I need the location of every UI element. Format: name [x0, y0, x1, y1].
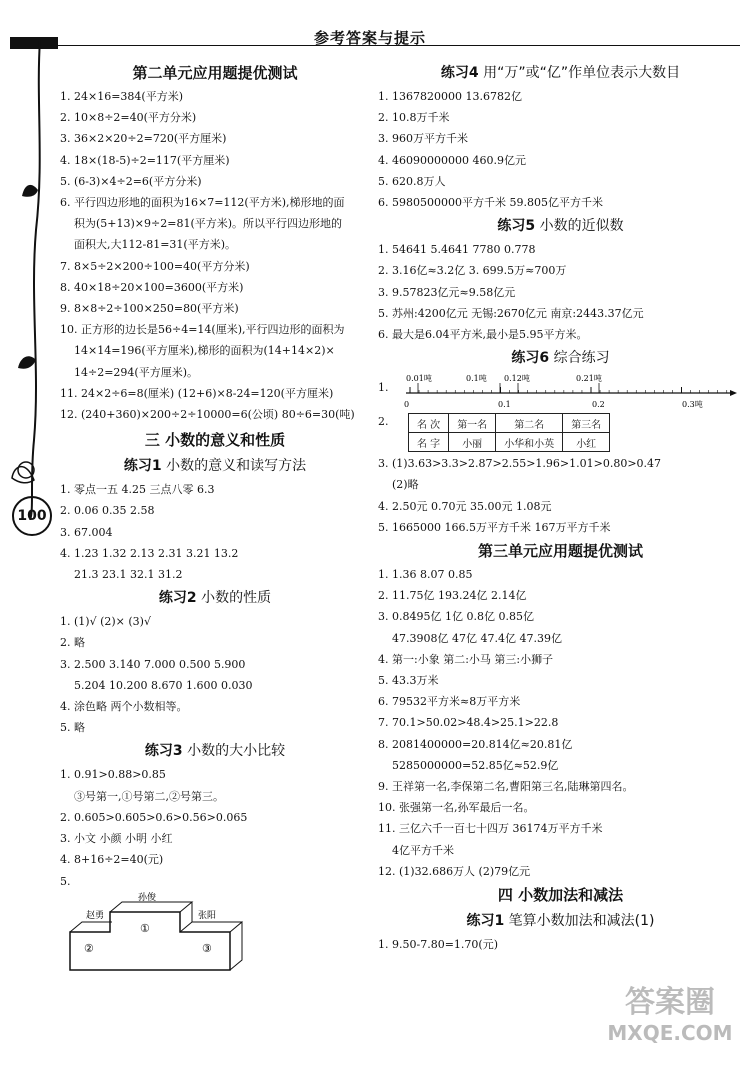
answer-line: 5. 1665000 166.5万平方千米 167万平方千米	[378, 520, 611, 534]
answer-line: 6. 最大是6.04平方米,最小是5.95平方米。	[378, 328, 588, 342]
page-number: 100	[12, 496, 52, 536]
ch4-ex1-heading	[378, 908, 743, 934]
ex5-heading	[378, 213, 743, 239]
unit3-answers	[378, 564, 743, 882]
answer-line: 2. 0.605>0.605>0.6>0.56>0.065	[60, 810, 248, 824]
ex1-title: 小数的意义和读写方法	[166, 458, 307, 475]
nl-top-0.21: 0.21吨	[576, 374, 602, 384]
answer-line: 4. 涂色略 两个小数相等。	[60, 700, 188, 714]
answer-line: 8. 40×18÷20×100=3600(平方米)	[60, 280, 244, 294]
podium-name-sunjun: 孙俊	[138, 892, 157, 903]
answer-line: 2. 3.16亿≈3.2亿 3. 699.5万≈700万	[378, 264, 567, 278]
table-cell: 小丽	[449, 433, 496, 452]
ex6-q2-label: 2.	[378, 415, 389, 429]
answer-line: 7. 70.1>50.02>48.4>25.1>22.8	[378, 716, 559, 730]
table-cell: 名 字	[409, 433, 449, 452]
nl-bottom-0.1: 0.1	[498, 400, 511, 410]
answer-line: 10. 张强第一名,孙军最后一名。	[378, 801, 535, 815]
number-line-block	[378, 371, 743, 411]
table-cell: 小红	[563, 433, 610, 452]
answer-line: 1. (1)√ (2)× (3)√	[60, 615, 151, 629]
nl-top-0.01: 0.01吨	[406, 374, 432, 384]
ex6-q1-label: 1.	[378, 381, 389, 395]
answer-line: 5.	[60, 874, 71, 888]
answer-line: 4. 1.23 1.32 2.13 2.31 3.21 13.2	[60, 546, 239, 560]
answer-line: (2)略	[392, 478, 419, 492]
chapter4-title: 四 小数加法和减法	[497, 886, 624, 905]
right-column	[378, 60, 743, 955]
page-header-title: 参考答案与提示	[313, 29, 426, 47]
ex2-prefix: 练习2	[158, 590, 197, 607]
watermark	[600, 985, 740, 1045]
unit2-title: 第二单元应用题提优测试	[132, 64, 298, 82]
answer-line: 5. (6-3)×4÷2=6(平方分米)	[60, 174, 202, 188]
ex2-title: 小数的性质	[201, 590, 272, 607]
answer-line: 1. 零点一五 4.25 三点八零 6.3	[60, 483, 215, 497]
ex4-heading	[378, 60, 743, 86]
nl-bottom-0.3: 0.3吨	[682, 400, 703, 410]
answer-line: 2. 0.06 0.35 2.58	[60, 504, 155, 518]
answer-line: 4. 46090000000 460.9亿元	[378, 153, 526, 167]
chapter3-title: 三 小数的意义和性质	[144, 431, 286, 450]
answer-line: 3. 2.500 3.140 7.000 0.500 5.900	[60, 657, 246, 671]
podium-mark-2: ②	[84, 941, 94, 955]
rank-table-block	[378, 411, 743, 453]
answer-line: 4. 8+16÷2=40(元)	[60, 853, 164, 867]
ex2-heading	[60, 585, 370, 611]
answer-line: 6. 79532平方米≈8万平方米	[378, 695, 521, 709]
table-cell: 第二名	[496, 414, 563, 433]
ex6-prefix: 练习6	[511, 350, 550, 367]
table-row	[409, 433, 610, 452]
answer-line: 14×14=196(平方厘米),梯形的面积为(14+14×2)×	[74, 344, 335, 358]
nl-top-0.12: 0.12吨	[504, 374, 530, 384]
ch4-ex1-prefix: 练习1	[466, 913, 505, 930]
ex4-prefix: 练习4	[440, 65, 479, 81]
answer-line: 47.3908亿 47亿 47.4亿 47.39亿	[392, 631, 562, 645]
answer-line: 10. 正方形的边长是56÷4=14(厘米),平行四边形的面积为	[60, 323, 345, 337]
answer-line: 8. 2081400000=20.814亿≈20.81亿	[378, 737, 573, 751]
podium-name-zhangyang: 张阳	[198, 910, 217, 921]
ex5-answers	[378, 239, 743, 345]
answer-line: 3. 960万平方千米	[378, 132, 468, 146]
nl-bottom-0.2: 0.2	[592, 400, 605, 410]
answer-line: 4. 第一:小象 第二:小马 第三:小狮子	[378, 652, 554, 666]
answer-line: 2. 11.75亿 193.24亿 2.14亿	[378, 589, 527, 603]
answer-line: 1. 9.50-7.80=1.70(元)	[378, 938, 498, 952]
table-row	[409, 414, 610, 433]
answer-line: 1. 1.36 8.07 0.85	[378, 568, 473, 582]
nl-top-0.1: 0.1吨	[466, 374, 487, 384]
answer-line: 12. (1)32.686万人 (2)79亿元	[378, 864, 531, 878]
answer-line: 5.204 10.200 8.670 1.600 0.030	[74, 678, 253, 692]
ex6-answers	[378, 453, 743, 538]
answer-line: 7. 8×5÷2×200÷100=40(平方分米)	[60, 259, 250, 273]
ex4-title: 用“万”或“亿”作单位表示大数目	[483, 65, 681, 81]
watermark-logo-text: 答案圈	[625, 985, 715, 1020]
podium-mark-3: ③	[202, 941, 212, 955]
answer-line: 12. (240+360)×200÷2÷10000=6(公顷) 80÷6=30(吨)	[60, 408, 355, 422]
answer-line: 1. 1367820000 13.6782亿	[378, 90, 522, 103]
answer-line: 4. 18×(18-5)÷2=117(平方厘米)	[60, 153, 230, 167]
answer-line: 5. 620.8万人	[378, 174, 446, 188]
table-cell: 名 次	[409, 414, 449, 433]
answer-line: 11. 24×2÷6=8(厘米) (12+6)×8-24=120(平方厘米)	[60, 386, 334, 400]
answer-line: 11. 三亿六千一百七十四万 36174万平方千米	[378, 822, 603, 836]
vine-decoration	[0, 40, 60, 520]
ex1-heading	[60, 453, 370, 479]
answer-line: 1. 24×16=384(平方米)	[60, 90, 183, 103]
answer-line: 21.3 23.1 32.1 31.2	[74, 568, 183, 582]
answer-line: 2. 10.8万千米	[378, 111, 450, 125]
rank-table	[408, 413, 610, 452]
ex2-answers	[60, 611, 370, 738]
answer-line: 5. 43.3万米	[378, 674, 439, 688]
answer-line: 1. 0.91>0.88>0.85	[60, 768, 166, 782]
answer-line: 9. 8×8÷2÷100×250=80(平方米)	[60, 302, 239, 316]
answer-line: 4亿平方千米	[392, 843, 454, 857]
ex1-answers	[60, 479, 370, 585]
ex6-heading	[378, 345, 743, 371]
answer-line: 积为(5+13)×9÷2=81(平方米)。所以平行四边形地的	[74, 217, 343, 231]
table-cell: 第三名	[563, 414, 610, 433]
unit2-answers	[60, 86, 370, 425]
answer-line: 3. (1)3.63>3.3>2.87>2.55>1.96>1.01>0.80>0.47	[378, 457, 662, 471]
ex3-answers	[60, 764, 370, 891]
ex3-heading	[60, 738, 370, 764]
answer-line: 5. 略	[60, 721, 85, 735]
podium-svg	[60, 892, 260, 972]
answer-line: 3. 0.8495亿 1亿 0.8亿 0.85亿	[378, 610, 534, 624]
answer-line: 3. 9.57823亿元≈9.58亿元	[378, 285, 516, 299]
answer-line: ③号第一,①号第二,②号第三。	[74, 789, 224, 803]
table-cell: 第一名	[449, 414, 496, 433]
nl-bottom-0: 0	[404, 400, 410, 410]
ex5-title: 小数的近似数	[539, 218, 624, 235]
answer-line: 2. 略	[60, 636, 85, 650]
podium-mark-1: ①	[140, 921, 150, 935]
left-column	[60, 60, 370, 972]
ex5-prefix: 练习5	[497, 218, 536, 235]
answer-line: 3. 小文 小颜 小明 小红	[60, 832, 173, 846]
answer-line: 3. 67.004	[60, 525, 113, 539]
answer-line: 面积大,大112-81=31(平方米)。	[74, 238, 237, 252]
podium-name-zhaoyong: 赵勇	[86, 910, 105, 921]
ex3-prefix: 练习3	[144, 743, 183, 760]
answer-line: 14÷2=294(平方厘米)。	[74, 365, 199, 379]
ex3-title: 小数的大小比较	[187, 743, 286, 760]
ex1-prefix: 练习1	[123, 458, 162, 475]
answer-line: 2. 10×8÷2=40(平方分米)	[60, 111, 197, 125]
answer-line: 6. 平行四边形地的面积为16×7=112(平方米),梯形地的面	[60, 196, 345, 210]
number-line	[400, 371, 740, 411]
answer-line: 6. 5980500000平方千米 59.805亿平方千米	[378, 196, 603, 210]
ch4-ex1-title: 笔算小数加法和减法(1)	[508, 913, 655, 930]
ch4-ex1-answers	[378, 934, 743, 955]
answer-line: 3. 36×2×20÷2=720(平方厘米)	[60, 132, 227, 146]
podium-figure	[60, 892, 370, 972]
watermark-url: MXQE.COM	[607, 1021, 733, 1045]
answer-line: 9. 王祥第一名,李保第二名,曹阳第三名,陆琳第四名。	[378, 780, 634, 794]
answer-line: 5285000000=52.85亿≈52.9亿	[392, 758, 559, 772]
unit3-title: 第三单元应用题提优测试	[477, 542, 643, 561]
ex6-title: 综合练习	[553, 350, 610, 367]
table-cell: 小华和小英	[496, 433, 563, 452]
answer-line: 4. 2.50元 0.70元 35.00元 1.08元	[378, 499, 552, 513]
answer-line: 1. 54641 5.4641 7780 0.778	[378, 243, 536, 257]
answer-line: 5. 苏州:4200亿元 无锡:2670亿元 南京:2443.37亿元	[378, 306, 644, 320]
ex4-answers	[378, 86, 743, 213]
